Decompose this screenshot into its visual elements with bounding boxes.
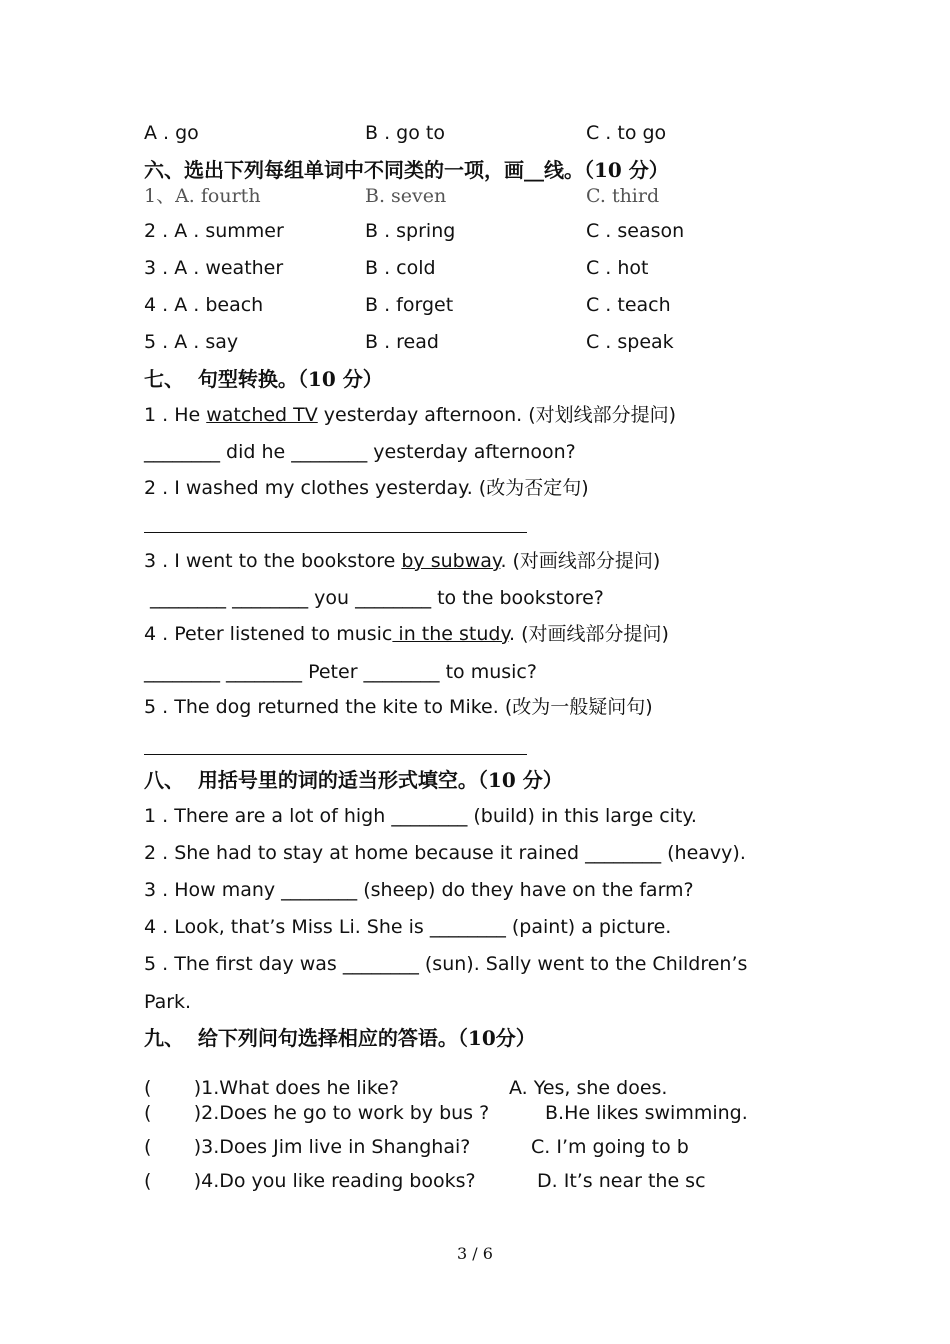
option-c: C . to go (586, 122, 667, 144)
section6-title: 六、选出下列每组单词中不同类的一项，画__线。（10 分） (144, 158, 669, 182)
s8-item5-cont: Park. (144, 991, 192, 1013)
s6-row5-b: B . read (365, 331, 439, 353)
s7-q4: 4 . Peter listened to music in the study. (对画线部分提问) (144, 623, 669, 645)
s9-a4: D. It’s near the sc (537, 1170, 706, 1192)
s8-item4: 4 . Look, that’s Miss Li. She is ________ (paint) a picture. (144, 916, 672, 938)
option-b: B . go to (365, 122, 445, 144)
s9-q3: ( )3.Does Jim live in Shanghai? (144, 1136, 471, 1158)
s8-item5: 5 . The first day was ________ (sun). Sally went to the Children’s (144, 953, 748, 975)
s8-item3: 3 . How many ________ (sheep) do they have on the farm? (144, 879, 694, 901)
s6-row2-c: C . season (586, 220, 685, 242)
s7-q3-answer: ________ ________ you ________ to the bookstore? (144, 587, 604, 609)
s6-row5-a: 5 . A . say (144, 331, 239, 353)
s9-q1: ( )1.What does he like? (144, 1077, 399, 1099)
s9-a2: B.He likes swimming. (545, 1102, 748, 1124)
s7-q2-answer-line (144, 532, 527, 533)
s7-q1: 1 . He watched TV yesterday afternoon. (对划线部分提问) (144, 404, 677, 426)
s6-row1-b: B. seven (365, 185, 447, 207)
s7-q1-answer: ________ did he ________ yesterday afternoon? (144, 441, 576, 463)
s6-row4-b: B . forget (365, 294, 454, 316)
section8-title: 八、 用括号里的词的适当形式填空。（10 分） (144, 768, 563, 792)
page-number: 3 / 6 (457, 1244, 493, 1263)
s7-q2: 2 . I washed my clothes yesterday. (改为否定句) (144, 477, 589, 499)
s6-row2-a: 2 . A . summer (144, 220, 284, 242)
section7-title: 七、 句型转换。（10 分） (144, 367, 383, 391)
s6-row1-c: C. third (586, 185, 660, 207)
s6-row3-c: C . hot (586, 257, 649, 279)
section9-title: 九、 给下列问句选择相应的答语。（10分） (144, 1026, 536, 1050)
s9-q2: ( )2.Does he go to work by bus ? (144, 1102, 490, 1124)
s6-row1-a: 1、A. fourth (144, 185, 261, 207)
s6-row4-a: 4 . A . beach (144, 294, 264, 316)
s8-item2: 2 . She had to stay at home because it rained ________ (heavy). (144, 842, 746, 864)
s8-item1: 1 . There are a lot of high ________ (build) in this large city. (144, 805, 697, 827)
s6-row3-b: B . cold (365, 257, 436, 279)
s9-a1: A. Yes, she does. (509, 1077, 668, 1099)
s7-q5: 5 . The dog returned the kite to Mike. (改为一般疑问句) (144, 696, 653, 718)
s9-a3: C. I’m going to b (531, 1136, 689, 1158)
s7-q5-answer-line (144, 754, 527, 755)
s7-q4-answer: ________ ________ Peter ________ to music? (144, 661, 537, 683)
s6-row3-a: 3 . A . weather (144, 257, 284, 279)
s6-row5-c: C . speak (586, 331, 674, 353)
s6-row2-b: B . spring (365, 220, 456, 242)
s9-q4: ( )4.Do you like reading books? (144, 1170, 476, 1192)
s6-row4-c: C . teach (586, 294, 671, 316)
s7-q3: 3 . I went to the bookstore by subway. (对画线部分提问) (144, 550, 661, 572)
option-a: A . go (144, 122, 199, 144)
